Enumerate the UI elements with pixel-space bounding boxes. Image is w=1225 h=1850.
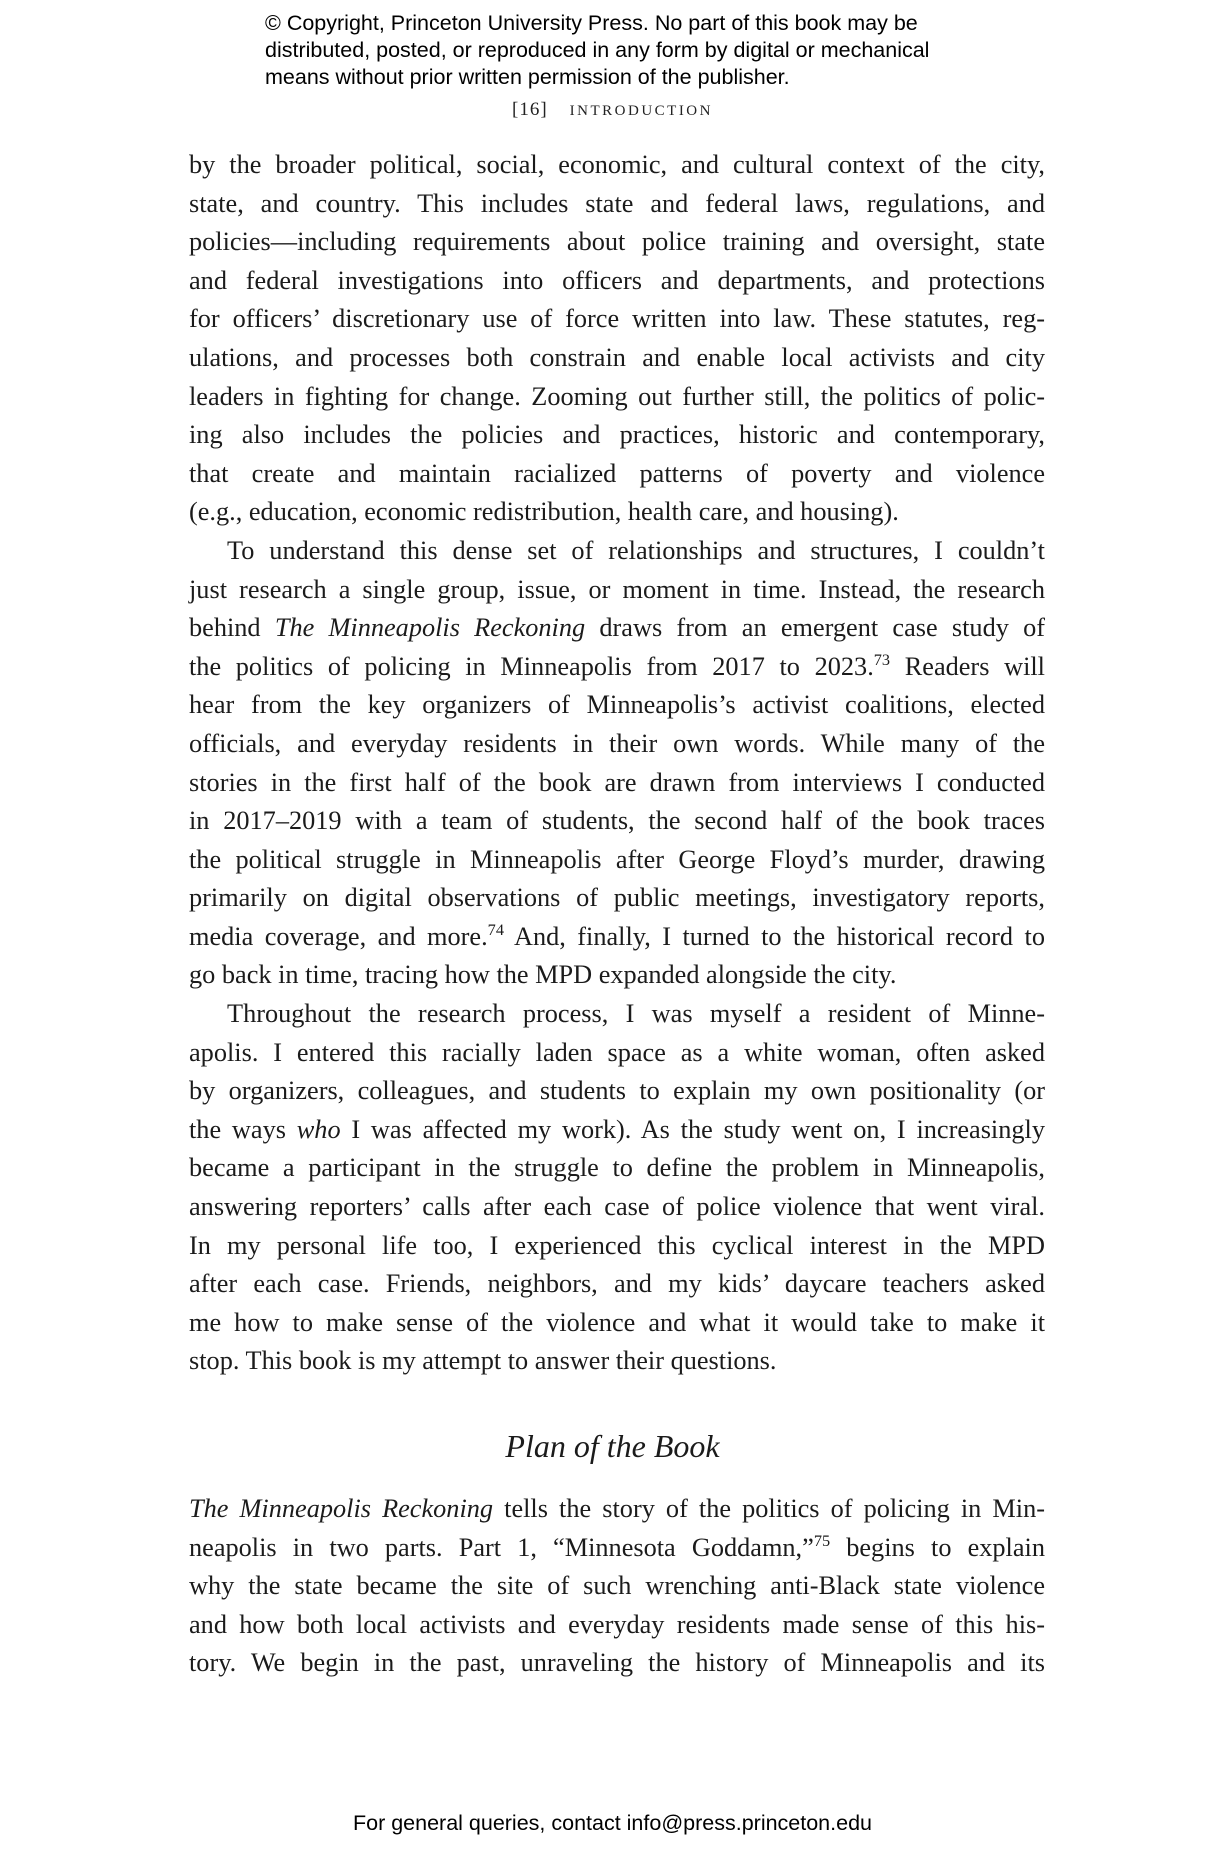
text-line (189, 1529, 1045, 1568)
book-title: The Minneapolis Reckoning (189, 1494, 494, 1523)
emphasis: who (296, 1114, 341, 1144)
paragraph (189, 532, 1045, 995)
footnote-ref[interactable]: 75 (813, 1530, 831, 1550)
text-line: answering reporters’ calls after each case of police violence that went viral. (189, 1192, 1045, 1222)
text-line: ing also includes the policies and practices, historic and contemporary, (189, 420, 1045, 450)
text-line: became a participant in the struggle to define the problem in Minneapolis, (189, 1153, 1045, 1183)
paragraph (189, 1490, 1045, 1683)
text-line: policies—including requirements about police training and oversight, state (189, 227, 1045, 257)
text-line: state, and country. This includes state and federal laws, regulations, and (189, 188, 1045, 218)
text-line: just research a single group, issue, or moment in time. Instead, the research (189, 574, 1045, 604)
text-line: in 2017–2019 with a team of students, the second half of the book traces (189, 806, 1045, 836)
section-heading: Plan of the Book (505, 1428, 720, 1464)
text-line: by the broader political, social, economic, and cultural context of the city, (189, 150, 1045, 179)
copyright-notice (265, 10, 1025, 91)
text-line (189, 918, 1045, 957)
text-line: me how to make sense of the violence and what it would take to make it (189, 1307, 1045, 1337)
text-run: neapolis in two parts. Part 1, “Minnesota Goddamn,” (189, 1532, 814, 1562)
footer-contact: For general queries, contact info@press.princeton.edu (352, 1811, 872, 1835)
text-line: why the state became the site of such wrenching anti-Black state violence (189, 1571, 1045, 1601)
text-line: and how both local activists and everyday residents made sense of this his- (189, 1609, 1045, 1639)
text-line (189, 1490, 1045, 1529)
text-line: for officers’ discretionary use of force written into law. These statutes, reg- (189, 304, 1045, 334)
page-number: [16] (512, 99, 548, 120)
copyright-line: distributed, posted, or reproduced in any form by digital or mechanical (265, 38, 930, 62)
text-line: by organizers, colleagues, and students to explain my own positionality (or (189, 1076, 1045, 1106)
text-line: apolis. I entered this racially laden space as a white woman, often asked (189, 1037, 1045, 1067)
paragraph (189, 995, 1045, 1381)
text-run: Readers will (890, 651, 1045, 681)
copyright-line: means without prior written permission of the publisher. (265, 65, 790, 89)
text-line: stop. This book is my attempt to answer their questions. (189, 1346, 777, 1376)
text-run: begins to explain (830, 1532, 1045, 1562)
text-line: Throughout the research process, I was myself a resident of Minne- (227, 999, 1045, 1029)
footnote-ref[interactable]: 73 (873, 649, 891, 669)
text-run: tells the story of the politics of policing in Min- (493, 1494, 1045, 1523)
text-line: hear from the key organizers of Minneapolis’s activist coalitions, elected (189, 690, 1045, 720)
text-run: And, finally, I turned to the historical record to (503, 921, 1045, 951)
text-line: officials, and everyday residents in their own words. While many of the (189, 728, 1045, 758)
text-run: the ways (189, 1114, 297, 1144)
text-line (189, 1111, 1045, 1150)
text-line: that create and maintain racialized patterns of poverty and violence (189, 458, 1045, 488)
body-text (189, 146, 1045, 1381)
paragraph (189, 146, 1045, 532)
text-line: and federal investigations into officers and departments, and protections (189, 265, 1045, 295)
text-run: media coverage, and more. (189, 921, 488, 951)
text-run: the politics of policing in Minneapolis from 2017 to 2023. (189, 651, 874, 681)
text-line: tory. We begin in the past, unraveling the history of Minneapolis and its (189, 1648, 1045, 1678)
text-line: after each case. Friends, neighbors, and my kids’ daycare teachers asked (189, 1269, 1045, 1299)
text-run: draws from an emergent case study of (585, 613, 1045, 643)
book-title: The Minneapolis Reckoning (274, 613, 586, 643)
text-line: ulations, and processes both constrain and enable local activists and city (189, 342, 1045, 372)
copyright-line: © Copyright, Princeton University Press. No part of this book may be (265, 11, 918, 35)
text-line (189, 609, 1045, 648)
text-line: In my personal life too, I experienced this cyclical interest in the MPD (189, 1230, 1045, 1260)
text-run: behind (189, 613, 275, 643)
text-line: stories in the first half of the book are drawn from interviews I conducted (189, 767, 1045, 797)
plan-text (189, 1490, 1045, 1683)
text-line: go back in time, tracing how the MPD expanded alongside the city. (189, 960, 897, 990)
running-head (0, 96, 1225, 121)
text-line: primarily on digital observations of public meetings, investigatory reports, (189, 883, 1045, 913)
section-title: introduction (569, 96, 713, 120)
text-run: I was affected my work). As the study went on, I increasingly (340, 1114, 1045, 1144)
text-line: (e.g., education, economic redistribution, health care, and housing). (189, 497, 899, 527)
text-line (189, 648, 1045, 687)
text-line: leaders in fighting for change. Zooming out further still, the politics of polic- (189, 381, 1045, 411)
footnote-ref[interactable]: 74 (487, 920, 504, 940)
text-line: the political struggle in Minneapolis after George Floyd’s murder, drawing (189, 844, 1045, 874)
text-line: To understand this dense set of relationships and structures, I couldn’t (227, 535, 1045, 565)
